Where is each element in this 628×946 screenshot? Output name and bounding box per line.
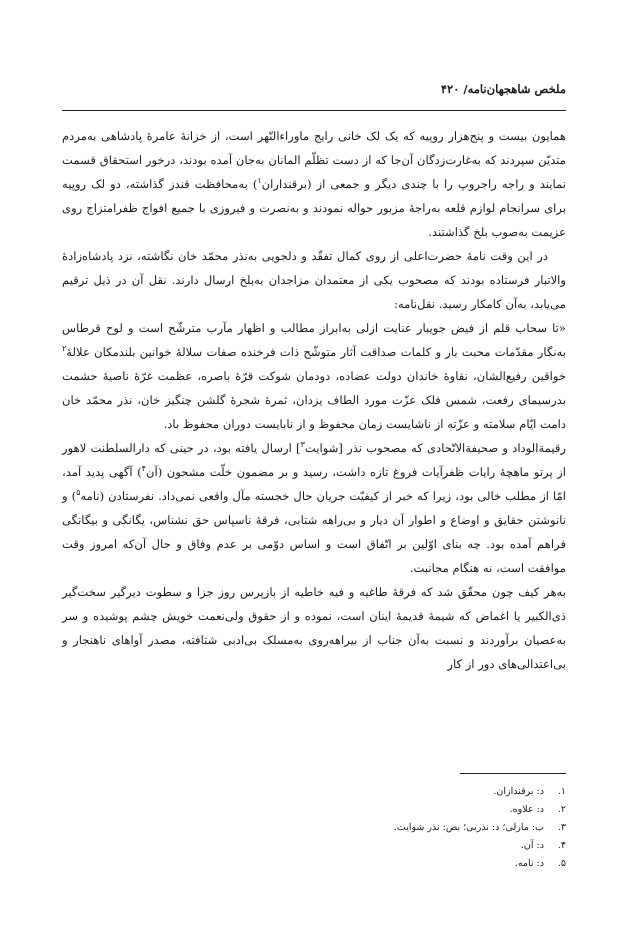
footnote-text: د: علاوه. xyxy=(509,804,544,815)
running-header xyxy=(62,82,566,96)
footnote-text: د: آن. xyxy=(520,840,544,851)
footnote-ref-1: ۱ xyxy=(257,176,262,186)
footnote-4 xyxy=(62,837,566,855)
paragraph-2: در این وقت نامهٔ حضرت‌اعلی از روی کمال تفقّد و دلجویی به‌نذر محمّد خان نگاشته، نزد پادشاه‌زادهٔ والاتبار فرستاده بودند که مصحوب یکی از معتمدان مزاجدان به‌بلخ ارسال دارند. نقل آن در ذیل ترقیم می‌یابد، به‌آن کامکار رسید. نقل‌نامه: xyxy=(62,249,566,311)
footnote-ref-5: ۵ xyxy=(76,488,81,498)
footnote-ref-2: ۲ xyxy=(62,344,67,354)
footnote-text: د: نامه. xyxy=(514,858,544,869)
footnote-ref-4: ۴ xyxy=(141,464,146,474)
quoted-letter-1-text-b: خواقین رفیع‌الشان، نقاوهٔ خاندان دولت عضاده، دودمان شوکت قرّهٔ باصره، عظمت غرّهٔ ناصیهٔ حشمت بدرسیمای رفعت، شمس فلک عزّت مورد الطاف یزدان، ثمرهٔ شجرهٔ گلشن چنگیز خان، نذر محمّد خان دامت ایّام سلامته و عزّته از ناشایست زمان محفوظ و از نابایست دوران محفوظ باد. xyxy=(62,369,566,431)
quoted-letter-2-text-d: ) و نانوشتن حقایق و اوضاع و اطوار آن دیار و بی‌راهه شتابی، فرقهٔ ناسپاس حق نشناس، یگانگی و بیگانگی فراهم آمده بود. چه بنای اوّلین بر اتّفاق است و اساس دوّمی بر عدم وفاق و حال آن‌که امروز وقت موافقت است، نه هنگام مجانبت. xyxy=(62,489,566,575)
quoted-letter-2-text-c: ) آگهی پدید آمد، امّا از مطلب خالی بود، زیرا که خبر از کیفیّت جریان حال خجسته مآل واقعی نمی‌داد. نفرستادن (نامه xyxy=(62,465,566,503)
footnote-text: ب: مارلی؛ د: نذربی؛ بض: نذر شوایت. xyxy=(393,822,544,833)
footnote-number: ۱. xyxy=(557,786,566,797)
quoted-letter-1 xyxy=(62,316,566,436)
footnote-rule xyxy=(460,773,566,774)
quoted-letter-2 xyxy=(62,436,566,580)
paragraph-1 xyxy=(62,124,566,244)
footnote-1 xyxy=(62,783,566,801)
footnote-number: ۵. xyxy=(557,858,566,869)
footnotes xyxy=(62,783,566,873)
paragraph-1-text-a: همایون بیست و پنج‌هزار روپیه که یک لک خانی رایج ماوراءالنّهر است، از خزانهٔ عامرهٔ پادشاهی به‌مردم متدیّن سپردند که به‌غارت‌زدگان آن‌جا که از دست تظلّم المانان به‌جان آمده بودند، درخور استحقاق قسمت نمایند و راجه راجروپ را با چندی دیگر و جمعی از (برقنداران xyxy=(62,129,566,191)
footnote-number: ۲. xyxy=(557,804,566,815)
quoted-letter-1-text-a: «تا سحاب قلم از فیض جویبار عنایت ازلی به‌ابراز مطالب و اظهار مآرب مترشّح است و لوح قرطاس به‌نگار مقدّمات محبت بار و کلمات صداقت آثار متوشّح ذات فرخنده صفات سلالهٔ خوانین بلندمکان علالهٔ xyxy=(62,321,566,359)
footnote-number: ۳. xyxy=(557,822,566,833)
paragraph-1-text-b: ) به‌محافظت قندز گذاشته، دو لک روپیه برای سرانجام لوازم قلعه به‌راجهٔ مزبور حواله نمودند و به‌نصرت و فیروزی با جمیع افواج ظفرامتزاج روی عزیمت به‌صوب بلخ گذاشتند. xyxy=(62,177,566,239)
footnote-3 xyxy=(62,819,566,837)
quoted-letter-2-text-a: رقیمةالوداد و صحیفةالاتّحادی که مصحوب نذر [شوایت xyxy=(304,441,566,455)
footnote-2 xyxy=(62,801,566,819)
footnote-number: ۴. xyxy=(557,840,566,851)
header-rule xyxy=(62,110,566,111)
quoted-letter-3: به‌هر کیف چون محقّق شد که فرقهٔ طاغیه و فیه خاطیه از بازپرس روز جزا و سطوت دیرگیر سخت‌گیر ذی‌الکبیر یا اغماض که شیمهٔ قدیمهٔ اینان است، نموده و از حقوق ولی‌نعمت خویش چشم پوشیده و سر به‌عصیان برآوردند و نسبت به‌آن جناب از بیراهه‌روی به‌مسلک بی‌ادبی شتافته، مصدر آواهای ناهنجار و بی‌اعتدالی‌های دور از کار xyxy=(62,585,566,671)
footnote-text: د: برقندازان. xyxy=(493,786,544,797)
main-text xyxy=(62,124,566,676)
quoted-letter-2-text-b: ] ارسال یافته بود، در حینی که دارالسلطنت لاهور از پرتو ماهچهٔ رایات ظفرآیات فروغ تازه داشت، رسید و بر مضمون خلّت مشحون (آن xyxy=(62,441,566,479)
footnote-ref-3: ۳ xyxy=(300,440,305,450)
running-header-title: ملخص شاهجهان‌نامه/ ۴۲۰ xyxy=(440,82,566,96)
footnote-5 xyxy=(62,855,566,873)
